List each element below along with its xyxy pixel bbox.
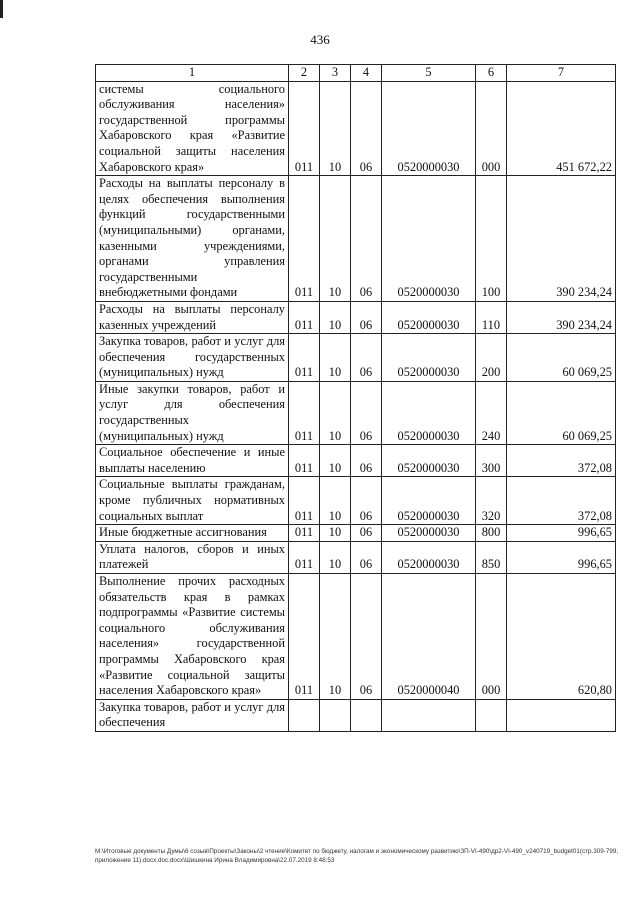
row-name-cell: Выполнение прочих расходных обязательств края в рамках подпрограммы «Развитие системы социального обслуживания населения» государственной программы Хабаровского края «Развитие социальной защиты населения Хабаровского края»	[96, 574, 289, 700]
row-name-cell: Иные закупки товаров, работ и услуг для обеспечения государственных (муниципальных) нужд	[96, 381, 289, 444]
chapter-code-cell	[289, 699, 320, 731]
header-cell: 3	[320, 65, 351, 82]
header-cell: 2	[289, 65, 320, 82]
target-article-cell: 0520000040	[382, 574, 476, 700]
section-code-cell: 10	[320, 334, 351, 382]
chapter-code-cell: 011	[289, 525, 320, 542]
chapter-code-cell: 011	[289, 477, 320, 525]
chapter-code-cell: 011	[289, 176, 320, 302]
row-name-cell: Уплата налогов, сборов и иных платежей	[96, 541, 289, 573]
expense-type-cell: 100	[476, 176, 507, 302]
chapter-code-cell: 011	[289, 541, 320, 573]
amount-cell: 390 234,24	[507, 176, 616, 302]
budget-table	[95, 64, 616, 732]
header-cell: 6	[476, 65, 507, 82]
subsection-code-cell: 06	[351, 525, 382, 542]
subsection-code-cell: 06	[351, 477, 382, 525]
row-name-cell: Закупка товаров, работ и услуг для обеспечения	[96, 699, 289, 731]
expense-type-cell: 110	[476, 301, 507, 333]
expense-type-cell	[476, 699, 507, 731]
subsection-code-cell: 06	[351, 334, 382, 382]
chapter-code-cell: 011	[289, 574, 320, 700]
section-code-cell: 10	[320, 445, 351, 477]
file-path-footer: M:\Итоговые документы Думы\6 созыв\Проекты\Законы\2 чтение\Комитет по бюджету, налогам и экономическому развитию\ЗП-VI-490\др2-VI-490_v240719_budget01(стр.309-799, приложение 11).docx.doc.docx\Шишкина Ирина Владимировна\22.07.2019 8:48:53	[95, 848, 619, 864]
header-cell: 5	[382, 65, 476, 82]
target-article-cell: 0520000030	[382, 81, 476, 176]
subsection-code-cell: 06	[351, 176, 382, 302]
table-body	[96, 65, 616, 732]
amount-cell: 372,08	[507, 477, 616, 525]
table-row	[96, 381, 616, 444]
section-code-cell: 10	[320, 81, 351, 176]
amount-cell: 60 069,25	[507, 334, 616, 382]
subsection-code-cell	[351, 699, 382, 731]
section-code-cell: 10	[320, 381, 351, 444]
header-cell: 1	[96, 65, 289, 82]
expense-type-cell: 320	[476, 477, 507, 525]
table-row	[96, 477, 616, 525]
expense-type-cell: 000	[476, 574, 507, 700]
row-name-cell: Закупка товаров, работ и услуг для обеспечения государственных (муниципальных) нужд	[96, 334, 289, 382]
row-name-cell: Социальное обеспечение и иные выплаты населению	[96, 445, 289, 477]
table-row	[96, 301, 616, 333]
target-article-cell: 0520000030	[382, 301, 476, 333]
chapter-code-cell: 011	[289, 381, 320, 444]
subsection-code-cell: 06	[351, 301, 382, 333]
amount-cell: 60 069,25	[507, 381, 616, 444]
section-code-cell: 10	[320, 477, 351, 525]
amount-cell	[507, 699, 616, 731]
row-name-cell: Социальные выплаты гражданам, кроме публичных нормативных социальных выплат	[96, 477, 289, 525]
target-article-cell: 0520000030	[382, 445, 476, 477]
target-article-cell	[382, 699, 476, 731]
header-cell: 4	[351, 65, 382, 82]
row-name-cell: системы социального обслуживания населения» государственной программы Хабаровского края «Развитие социальной защиты населения Хабаровского края»	[96, 81, 289, 176]
table-row	[96, 699, 616, 731]
target-article-cell: 0520000030	[382, 334, 476, 382]
target-article-cell: 0520000030	[382, 477, 476, 525]
section-code-cell: 10	[320, 176, 351, 302]
target-article-cell: 0520000030	[382, 541, 476, 573]
table-row	[96, 334, 616, 382]
expense-type-cell: 200	[476, 334, 507, 382]
header-cell: 7	[507, 65, 616, 82]
section-code-cell	[320, 699, 351, 731]
section-code-cell: 10	[320, 574, 351, 700]
section-code-cell: 10	[320, 541, 351, 573]
section-code-cell: 10	[320, 525, 351, 542]
table-row	[96, 176, 616, 302]
amount-cell: 996,65	[507, 541, 616, 573]
expense-type-cell: 850	[476, 541, 507, 573]
expense-type-cell: 000	[476, 81, 507, 176]
scan-edge-mark	[0, 0, 3, 18]
table-row	[96, 81, 616, 176]
subsection-code-cell: 06	[351, 574, 382, 700]
target-article-cell: 0520000030	[382, 381, 476, 444]
target-article-cell: 0520000030	[382, 525, 476, 542]
amount-cell: 390 234,24	[507, 301, 616, 333]
row-name-cell: Иные бюджетные ассигнования	[96, 525, 289, 542]
target-article-cell: 0520000030	[382, 176, 476, 302]
subsection-code-cell: 06	[351, 381, 382, 444]
amount-cell: 451 672,22	[507, 81, 616, 176]
table-header-row	[96, 65, 616, 82]
chapter-code-cell: 011	[289, 81, 320, 176]
expense-type-cell: 240	[476, 381, 507, 444]
chapter-code-cell: 011	[289, 301, 320, 333]
chapter-code-cell: 011	[289, 334, 320, 382]
table-row	[96, 541, 616, 573]
table-row	[96, 574, 616, 700]
page-number: 436	[310, 32, 330, 47]
amount-cell: 620,80	[507, 574, 616, 700]
table-row	[96, 525, 616, 542]
amount-cell: 372,08	[507, 445, 616, 477]
subsection-code-cell: 06	[351, 541, 382, 573]
amount-cell: 996,65	[507, 525, 616, 542]
subsection-code-cell: 06	[351, 81, 382, 176]
subsection-code-cell: 06	[351, 445, 382, 477]
row-name-cell: Расходы на выплаты персоналу в целях обеспечения выполнения функций государственными (муниципальными) органами, казенными учреждениями, органами управления государственными внебюджетными фондами	[96, 176, 289, 302]
row-name-cell: Расходы на выплаты персоналу казенных учреждений	[96, 301, 289, 333]
expense-type-cell: 800	[476, 525, 507, 542]
chapter-code-cell: 011	[289, 445, 320, 477]
table-row	[96, 445, 616, 477]
expense-type-cell: 300	[476, 445, 507, 477]
section-code-cell: 10	[320, 301, 351, 333]
